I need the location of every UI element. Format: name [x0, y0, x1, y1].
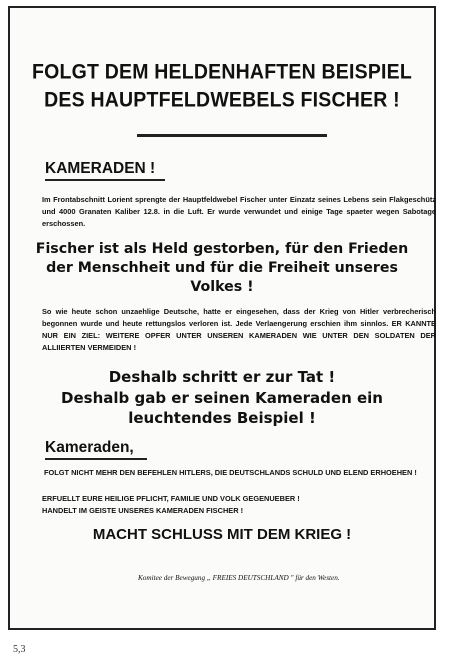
slogan: MACHT SCHLUSS MIT DEM KRIEG !	[92, 526, 352, 543]
title-divider	[137, 134, 327, 137]
section1-heading: KAMERADEN !	[45, 160, 156, 177]
leaflet-page	[8, 6, 436, 630]
explanation-paragraph: So wie heute schon unzaehlige Deutsche, hatte er eingesehen, dass der Krieg von Hitler verbrecherisch begonnen wurde und heute rettungslos verloren ist. Jede Verlaengerung erschien ihm sinnlos. ER KANNTE NUR EIN ZIEL: WEITERE OPFER UNTER UNSEREN KAMERADEN WIE UNTER DEN SOLDATEN DER ALLIIERTEN VERMEIDEN !	[42, 307, 436, 352]
leaflet-title	[10, 58, 434, 114]
appeal-2-line-1: ERFUELLT EURE HEILIGE PFLICHT, FAMILIE UND VOLK GEGENUEBER !	[42, 494, 300, 503]
hero-statement-line-3: Volkes !	[190, 279, 254, 295]
deed-statement	[10, 367, 434, 429]
appeal-2	[42, 493, 434, 517]
hero-statement-line-1: Fischer ist als Held gestorben, für den Frieden	[35, 241, 409, 257]
title-line-2: DES HAUPTFELDWEBELS FISCHER !	[44, 88, 400, 112]
hero-statement	[10, 240, 434, 297]
intro-paragraph: Im Frontabschnitt Lorient sprengte der Hauptfeldwebel Fischer unter Einzatz seines Lebens sein Flakgeschütz und 4000 Granaten Kaliber 12.8. in die Luft. Er wurde verwundet und einige Tage spaeter wegen Sabotage erschossen.	[42, 195, 436, 228]
section1-heading-underline	[45, 179, 165, 181]
page-number: 5,3	[13, 644, 26, 655]
deed-line-3: leuchtendes Beispiel !	[128, 409, 316, 427]
deed-line-1: Deshalb schritt er zur Tat !	[108, 368, 336, 386]
appeal-1: FOLGT NICHT MEHR DEN BEFEHLEN HITLERS, DIE DEUTSCHLANDS SCHULD UND ELEND ERHOEHEN !	[44, 468, 417, 477]
appeal-2-line-2: HANDELT IM GEISTE UNSERES KAMERADEN FISCHER !	[42, 506, 244, 515]
hero-statement-line-2: der Menschheit und für die Freiheit unseres	[46, 260, 398, 276]
section2-heading-underline	[45, 458, 147, 460]
section2-heading: Kameraden,	[45, 439, 134, 456]
deed-line-2: Deshalb gab er seinen Kameraden ein	[61, 388, 383, 407]
title-line-1: FOLGT DEM HELDENHAFTEN BEISPIEL	[32, 60, 412, 84]
signature: Komitee der Bewegung „ FREIES DEUTSCHLAND " für den Westen.	[138, 574, 340, 582]
